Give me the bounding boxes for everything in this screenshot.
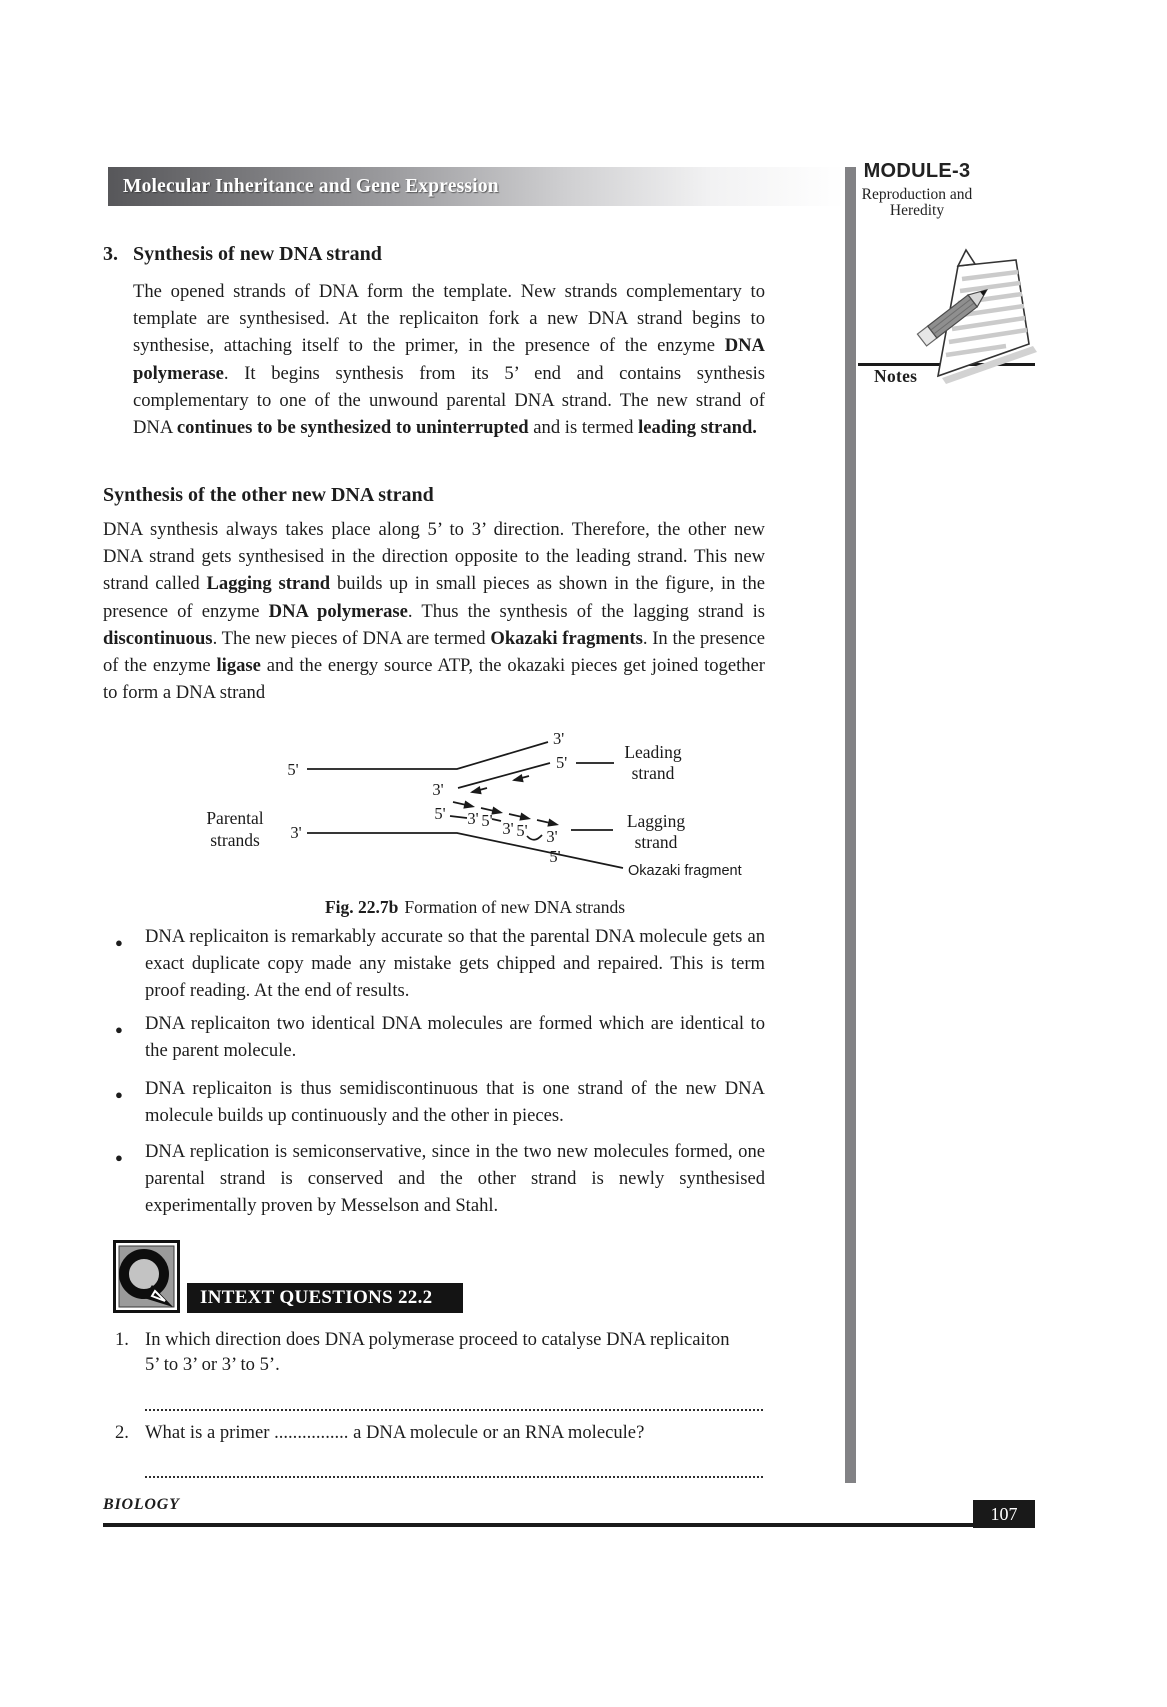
- prime-top-left: 5': [287, 760, 299, 779]
- fragment-squiggle: [527, 835, 542, 840]
- okazaki-fragment-label: Okazaki fragment: [628, 863, 742, 879]
- bullet-item: [115, 923, 765, 1005]
- bullet-item: [115, 1010, 765, 1064]
- chapter-header-bar: [108, 167, 845, 206]
- bullet-marker: ●: [115, 935, 123, 950]
- bullet-marker: ●: [115, 1087, 123, 1102]
- intext-questions-banner: [187, 1283, 463, 1313]
- bullet-marker: ●: [115, 1150, 123, 1165]
- dna-replication-figure: [140, 715, 760, 887]
- prime-bottom-right: 5': [549, 847, 561, 866]
- module-subtitle-line1: Reproduction and: [861, 186, 973, 203]
- bullet-text: DNA replicaiton two identical DNA molecules are formed which are identical to the parent molecule.: [145, 1013, 765, 1062]
- prime-top-right-5: 5': [556, 753, 568, 772]
- question-2-text: What is a primer ................ a DNA molecule or an RNA molecule?: [145, 1422, 645, 1443]
- module-box: [851, 160, 983, 219]
- parental-strand-bottom-line: [307, 833, 623, 868]
- question-icon: [113, 1240, 180, 1313]
- section-heading-text: Synthesis of new DNA strand: [133, 243, 382, 265]
- sidebar-divider: [845, 167, 856, 1483]
- prime-fork-5: 5': [434, 804, 446, 823]
- page-number: 107: [973, 1500, 1035, 1528]
- prime-frag1-3: 3': [467, 809, 479, 828]
- figure-caption-text: Formation of new DNA strands: [404, 897, 626, 917]
- intext-questions-title: INTEXT QUESTIONS 22.2: [200, 1287, 433, 1308]
- parental-strands-label-1: Parental: [206, 808, 264, 828]
- lagging-strand-label-2: strand: [634, 832, 678, 852]
- notes-icon: [900, 242, 1045, 387]
- section-heading: [103, 243, 382, 266]
- bullet-marker: ●: [115, 1022, 123, 1037]
- parental-strand-top-line: [307, 742, 548, 769]
- question-1-line2: 5’ to 3’ or 3’ to 5’.: [145, 1353, 280, 1375]
- leading-branch-line: [458, 763, 550, 788]
- paper-fold: [958, 250, 975, 266]
- question-1-number: 1.: [115, 1329, 129, 1350]
- fragment-dash-1: [450, 816, 467, 818]
- section-paragraph: The opened strands of DNA form the template. New strands complementary to template are synthesised. At the replicaiton fork a new DNA strand begins to synthesise, attaching itself to the primer, in the presence of the enzyme DNA polymerase. It begins synthesis from its 5’ end and contains synthesis complementary to one of the unwound parental DNA strand. The new strand of DNA continues to be synthesized to uninterrupted and is termed leading strand.: [133, 281, 765, 439]
- footer-rule: [103, 1523, 973, 1527]
- leading-strand-label-2: strand: [631, 763, 675, 783]
- book-title: BIOLOGY: [103, 1496, 180, 1513]
- bullet-item: [115, 1075, 765, 1129]
- answer-line-2: [145, 1463, 763, 1478]
- bullet-text: DNA replicaiton is thus semidiscontinuous that is one strand of the new DNA molecule builds up continuously and the other in pieces.: [145, 1078, 765, 1127]
- figure-text-labels: [206, 742, 685, 852]
- prime-bottom-left: 3': [290, 823, 302, 842]
- prime-frag3-3: 3': [546, 827, 558, 846]
- answer-line-1: [145, 1396, 763, 1411]
- lagging-strand-label-1: Lagging: [626, 811, 686, 831]
- module-subtitle-line2: Heredity: [889, 202, 945, 219]
- question-2: [115, 1421, 765, 1446]
- prime-frag1-5: 5': [481, 811, 493, 830]
- notes-label: Notes: [874, 366, 918, 386]
- figure-caption-number: Fig. 22.7b: [324, 897, 399, 917]
- question-2-number: 2.: [115, 1422, 129, 1443]
- module-subtitle: [851, 187, 983, 219]
- prime-frag2-3: 3': [502, 819, 514, 838]
- fragment-dash-2: [492, 819, 501, 821]
- question-1-line1: In which direction does DNA polymerase proceed to catalyse DNA replicaiton: [145, 1329, 730, 1350]
- bullet-item: [115, 1138, 765, 1220]
- figure-caption: [170, 897, 780, 918]
- question-1: [115, 1328, 765, 1377]
- prime-fork-3: 3': [432, 780, 444, 799]
- bullet-text: DNA replication is semiconservative, since in the two new molecules formed, one parental strand is conserved and the other strand is newly synthesised experimentally proven by Messelson and Stahl.: [145, 1141, 765, 1217]
- subsection-paragraph: DNA synthesis always takes place along 5’ to 3’ direction. Therefore, the other new DNA strand gets synthesised in the direction opposite to the leading strand. This new strand called Lagging strand builds up in small pieces as shown in the figure, in the presence of enzyme DNA polymerase. Thus the synthesis of the lagging strand is discontinuous. The new pieces of DNA are termed Okazaki fragments. In the presence of the enzyme ligase and the energy source ATP, the okazaki pieces get joined together to form a DNA strand: [103, 519, 766, 704]
- prime-top-right-3: 3': [553, 729, 565, 748]
- chapter-title: Molecular Inheritance and Gene Expression: [123, 176, 499, 197]
- subsection-heading: Synthesis of the other new DNA strand: [103, 484, 434, 506]
- module-label: MODULE-3: [863, 160, 971, 182]
- section-number: 3.: [103, 243, 118, 265]
- prime-frag2-5: 5': [516, 821, 528, 840]
- parental-strands-label-2: strands: [210, 830, 260, 850]
- bullet-text: DNA replicaiton is remarkably accurate so that the parental DNA molecule gets an exact duplicate copy made any mistake gets chipped and repaired. This is term proof reading. At the end of results.: [145, 926, 765, 1002]
- leading-strand-label-1: Leading: [624, 742, 682, 762]
